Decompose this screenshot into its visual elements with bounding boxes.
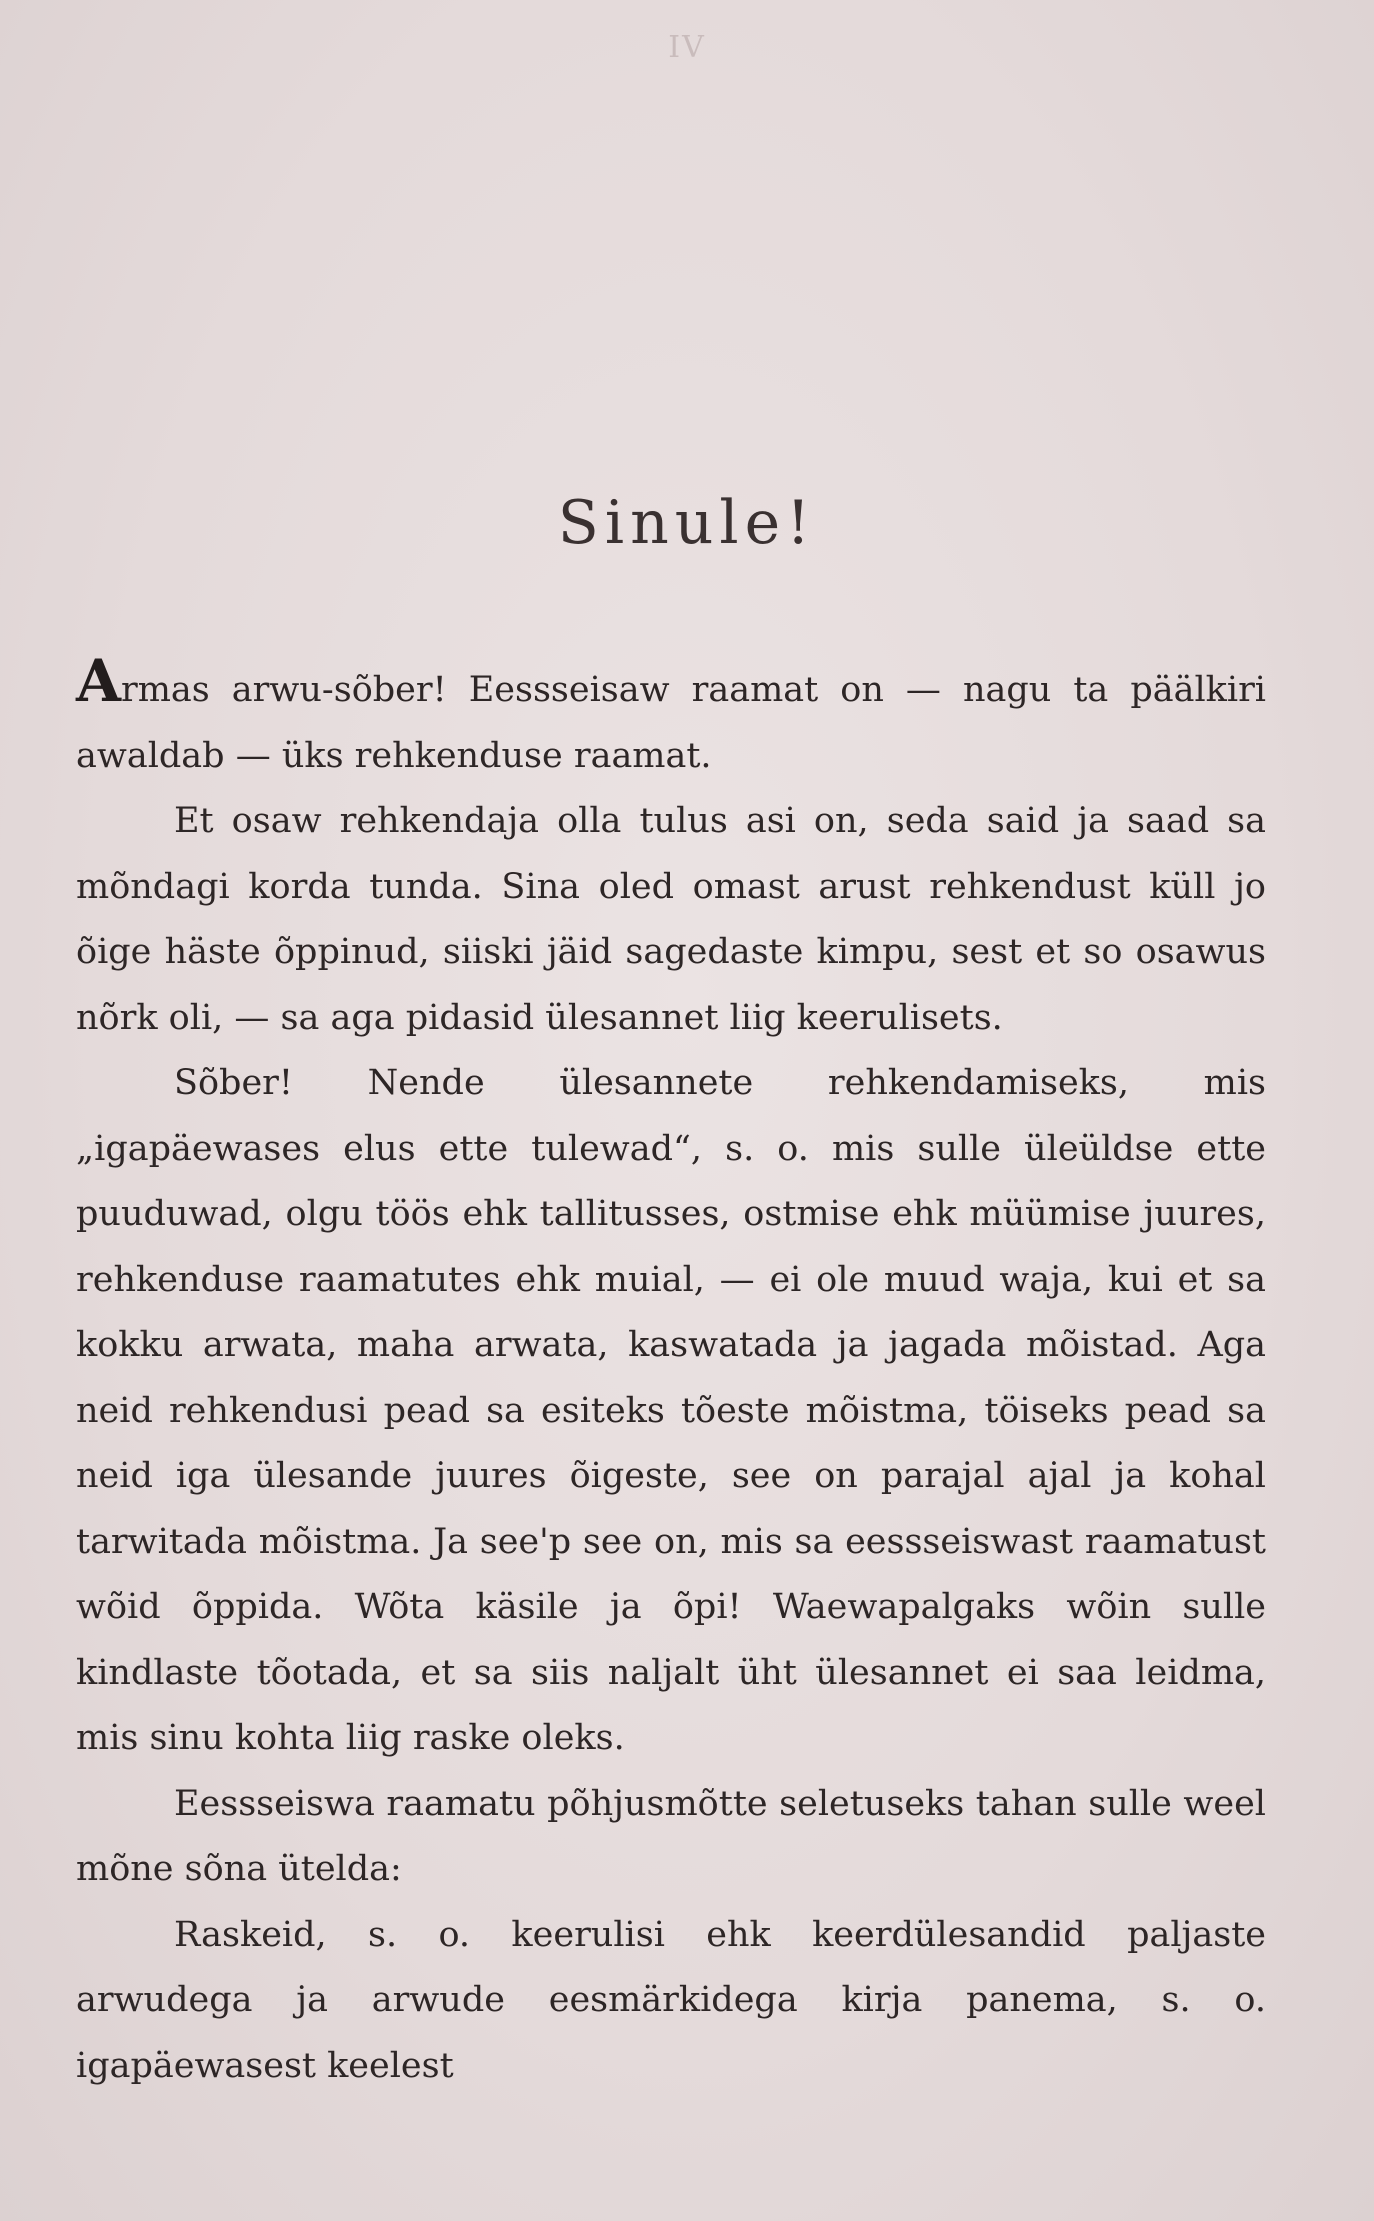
page-number: IV	[668, 30, 706, 65]
paragraph-3: Sõber! Nende ülesannete rehkendamiseks, mis „igapäewases elus ette tulewad“, s. o. mis sulle üleüldse ette puuduwad, olgu töös ehk tallitusses, ostmise ehk müümise juures, rehkenduse raamatutes ehk muial, — ei ole muud waja, kui et sa kokku arwata, maha arwata, kaswatada ja jagada mõistad. Aga neid rehkendusi pead sa esiteks tõeste mõistma, töiseks pead sa neid iga ülesande juures õigeste, see on parajal ajal ja kohal tarwitada mõistma. Ja see'p see on, mis sa eessseiswast raamatust wõid õppida. Wõta käsile ja õpi! Waewapalgaks wõin sulle kindlaste tõotada, et sa siis naljalt üht ülesannet ei saa leidma, mis sinu kohta liig raske oleks.	[76, 1063, 1266, 1758]
paragraph-5: Raskeid, s. o. keerulisi ehk keerdülesandid paljaste arwudega ja arwude eesmärkidega kirja panema, s. o. igapäewasest keelest	[76, 1914, 1266, 2086]
body-text	[76, 647, 1266, 2099]
paragraph-4: Eessseiswa raamatu põhjusmõtte seletuseks tahan sulle weel mõne sõna ütelda:	[76, 1783, 1266, 1889]
paragraph-text: rmas arwu-sõber! Eessseisaw raamat on — nagu ta päälkiri awaldab — üks rehkenduse raamat.	[76, 670, 1266, 776]
drop-cap: A	[76, 647, 122, 715]
paragraph-2: Et osaw rehkendaja olla tulus asi on, seda said ja saad sa mõndagi korda tunda. Sina oled omast arust rehkendust küll jo õige häste õppinud, siiski jäid sagedaste kimpu, sest et so osawus nõrk oli, — sa aga pidasid ülesannet liig keerulisets.	[76, 801, 1266, 1038]
page-title: Sinule!	[557, 488, 817, 558]
paragraph-1	[76, 647, 1266, 789]
